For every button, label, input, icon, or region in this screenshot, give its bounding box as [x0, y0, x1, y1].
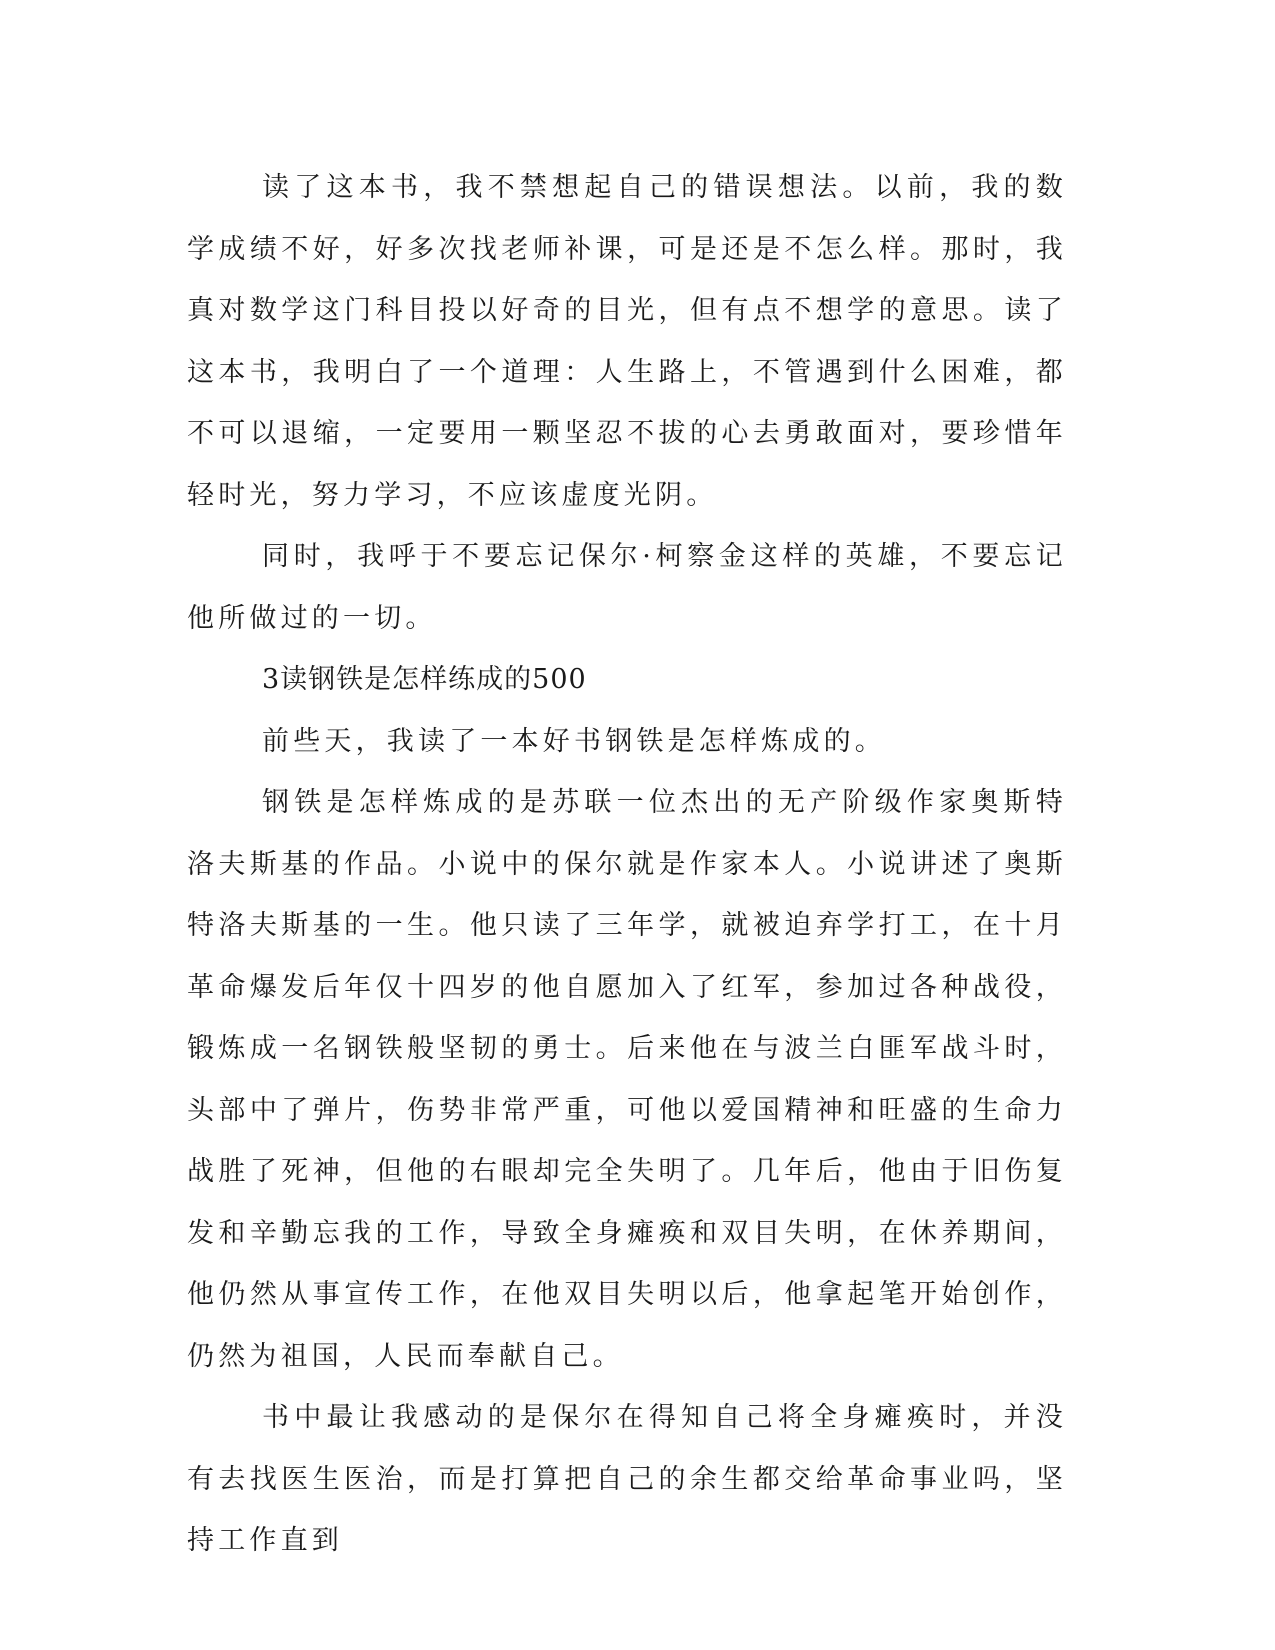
paragraph-most-moving: 书中最让我感动的是保尔在得知自己将全身瘫痪时，并没有去找医生医治，而是打算把自己的余生都交给革命事业吗，坚持工作直到 [187, 1402, 1067, 1556]
paragraph-summary: 钢铁是怎样炼成的是苏联一位杰出的无产阶级作家奥斯特洛夫斯基的作品。小说中的保尔就是作家本人。小说讲述了奥斯特洛夫斯基的一生。他只读了三年学，就被迫弃学打工，在十月革命爆发后年仅十四岁的他自愿加入了红军，参加过各种战役，锻炼成一名钢铁般坚韧的勇士。后来他在与波兰白匪军战斗时，头部中了弹片，伤势非常严重，可他以爱国精神和旺盛的生命力战胜了死神，但他的右眼却完全失明了。几年后，他由于旧伤复发和辛勤忘我的工作，导致全身瘫痪和双目失明，在休养期间，他仍然从事宣传工作，在他双目失明以后，他拿起笔开始创作，仍然为祖国，人民而奉献自己。 [187, 787, 1067, 1372]
paragraph-intro: 前些天，我读了一本好书钢铁是怎样炼成的。 [262, 725, 886, 757]
paragraph-call-to-remember: 同时，我呼于不要忘记保尔·柯察金这样的英雄，不要忘记他所做过的一切。 [187, 541, 1067, 634]
section-heading: 3读钢铁是怎样练成的500 [262, 664, 587, 695]
document-body [187, 157, 1067, 1572]
paragraph-reflection: 读了这本书，我不禁想起自己的错误想法。以前，我的数学成绩不好，好多次找老师补课，可是还是不怎么样。那时，我真对数学这门科目投以好奇的目光，但有点不想学的意思。读了这本书，我明白了一个道理：人生路上，不管遇到什么困难，都不可以退缩，一定要用一颗坚忍不拔的心去勇敢面对，要珍惜年轻时光，努力学习，不应该虚度光阴。 [187, 172, 1067, 511]
